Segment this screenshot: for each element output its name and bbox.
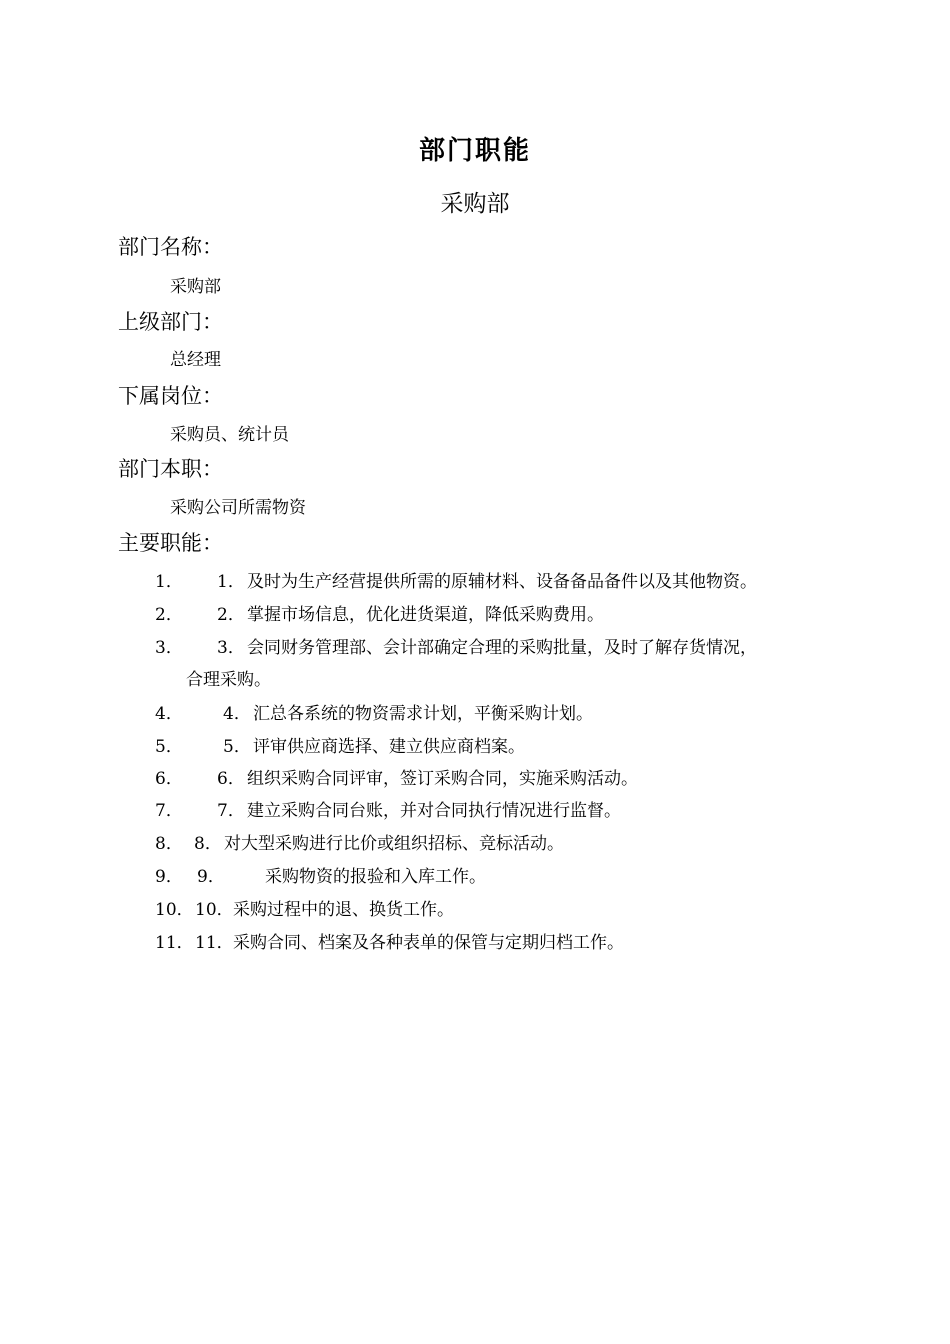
function-text: 组织采购合同评审，签订采购合同，实施采购活动。	[247, 769, 638, 789]
function-text: 采购物资的报验和入库工作。	[265, 867, 486, 887]
function-item	[155, 895, 454, 920]
function-text: 采购过程中的退、换货工作。	[233, 900, 454, 920]
function-text: 及时为生产经营提供所需的原辅材料、设备备品备件以及其他物资。	[247, 572, 757, 592]
function-number: 2．	[155, 605, 183, 625]
function-subnumber: 11．	[195, 933, 234, 953]
function-subnumber: 3．	[217, 638, 245, 658]
function-text: 掌握市场信息，优化进货渠道，降低采购费用。	[247, 605, 604, 625]
function-subnumber: 9．	[197, 867, 225, 887]
function-text: 采购合同、档案及各种表单的保管与定期归档工作。	[233, 933, 624, 953]
function-item	[155, 764, 638, 789]
function-subnumber: 7．	[217, 801, 245, 821]
function-subnumber: 4．	[223, 704, 251, 724]
positions-value: 采购员、统计员	[170, 425, 289, 445]
function-text-continuation: 合理采购。	[186, 670, 271, 690]
function-subnumber: 8．	[194, 834, 222, 854]
function-item	[155, 862, 486, 887]
duty-value: 采购公司所需物资	[170, 498, 306, 518]
function-item	[155, 567, 757, 592]
function-item	[155, 796, 621, 821]
function-subnumber: 6．	[217, 769, 245, 789]
function-text: 汇总各系统的物资需求计划，平衡采购计划。	[253, 704, 593, 724]
superior-label: 上级部门：	[118, 310, 223, 334]
duty-label: 部门本职：	[118, 457, 223, 481]
function-number: 11．	[155, 933, 194, 953]
superior-value: 总经理	[170, 350, 221, 370]
function-text: 评审供应商选择、建立供应商档案。	[253, 737, 525, 757]
function-item	[155, 699, 593, 724]
positions-label: 下属岗位：	[118, 384, 223, 408]
dept-name-value: 采购部	[170, 277, 221, 297]
function-subnumber: 2．	[217, 605, 245, 625]
function-number: 10．	[155, 900, 194, 920]
function-number: 9．	[155, 867, 183, 887]
function-number: 5．	[155, 737, 183, 757]
function-subnumber: 1．	[217, 572, 245, 592]
function-text: 对大型采购进行比价或组织招标、竞标活动。	[224, 834, 564, 854]
function-text: 会同财务管理部、会计部确定合理的采购批量，及时了解存货情况，	[247, 638, 757, 658]
function-subnumber: 10．	[195, 900, 234, 920]
function-item	[155, 928, 624, 953]
function-text: 建立采购合同台账，并对合同执行情况进行监督。	[247, 801, 621, 821]
function-item	[155, 829, 564, 854]
function-number: 6．	[155, 769, 183, 789]
function-number: 7．	[155, 801, 183, 821]
function-item	[155, 600, 604, 625]
function-item	[155, 633, 757, 658]
dept-name-label: 部门名称：	[118, 235, 223, 259]
function-item	[155, 732, 525, 757]
page-subtitle: 采购部	[440, 191, 510, 217]
function-number: 3．	[155, 638, 183, 658]
function-number: 1．	[155, 572, 183, 592]
page-title: 部门职能	[418, 136, 531, 166]
function-number: 8．	[155, 834, 183, 854]
function-number: 4．	[155, 704, 183, 724]
function-subnumber: 5．	[223, 737, 251, 757]
functions-label: 主要职能：	[118, 531, 223, 555]
